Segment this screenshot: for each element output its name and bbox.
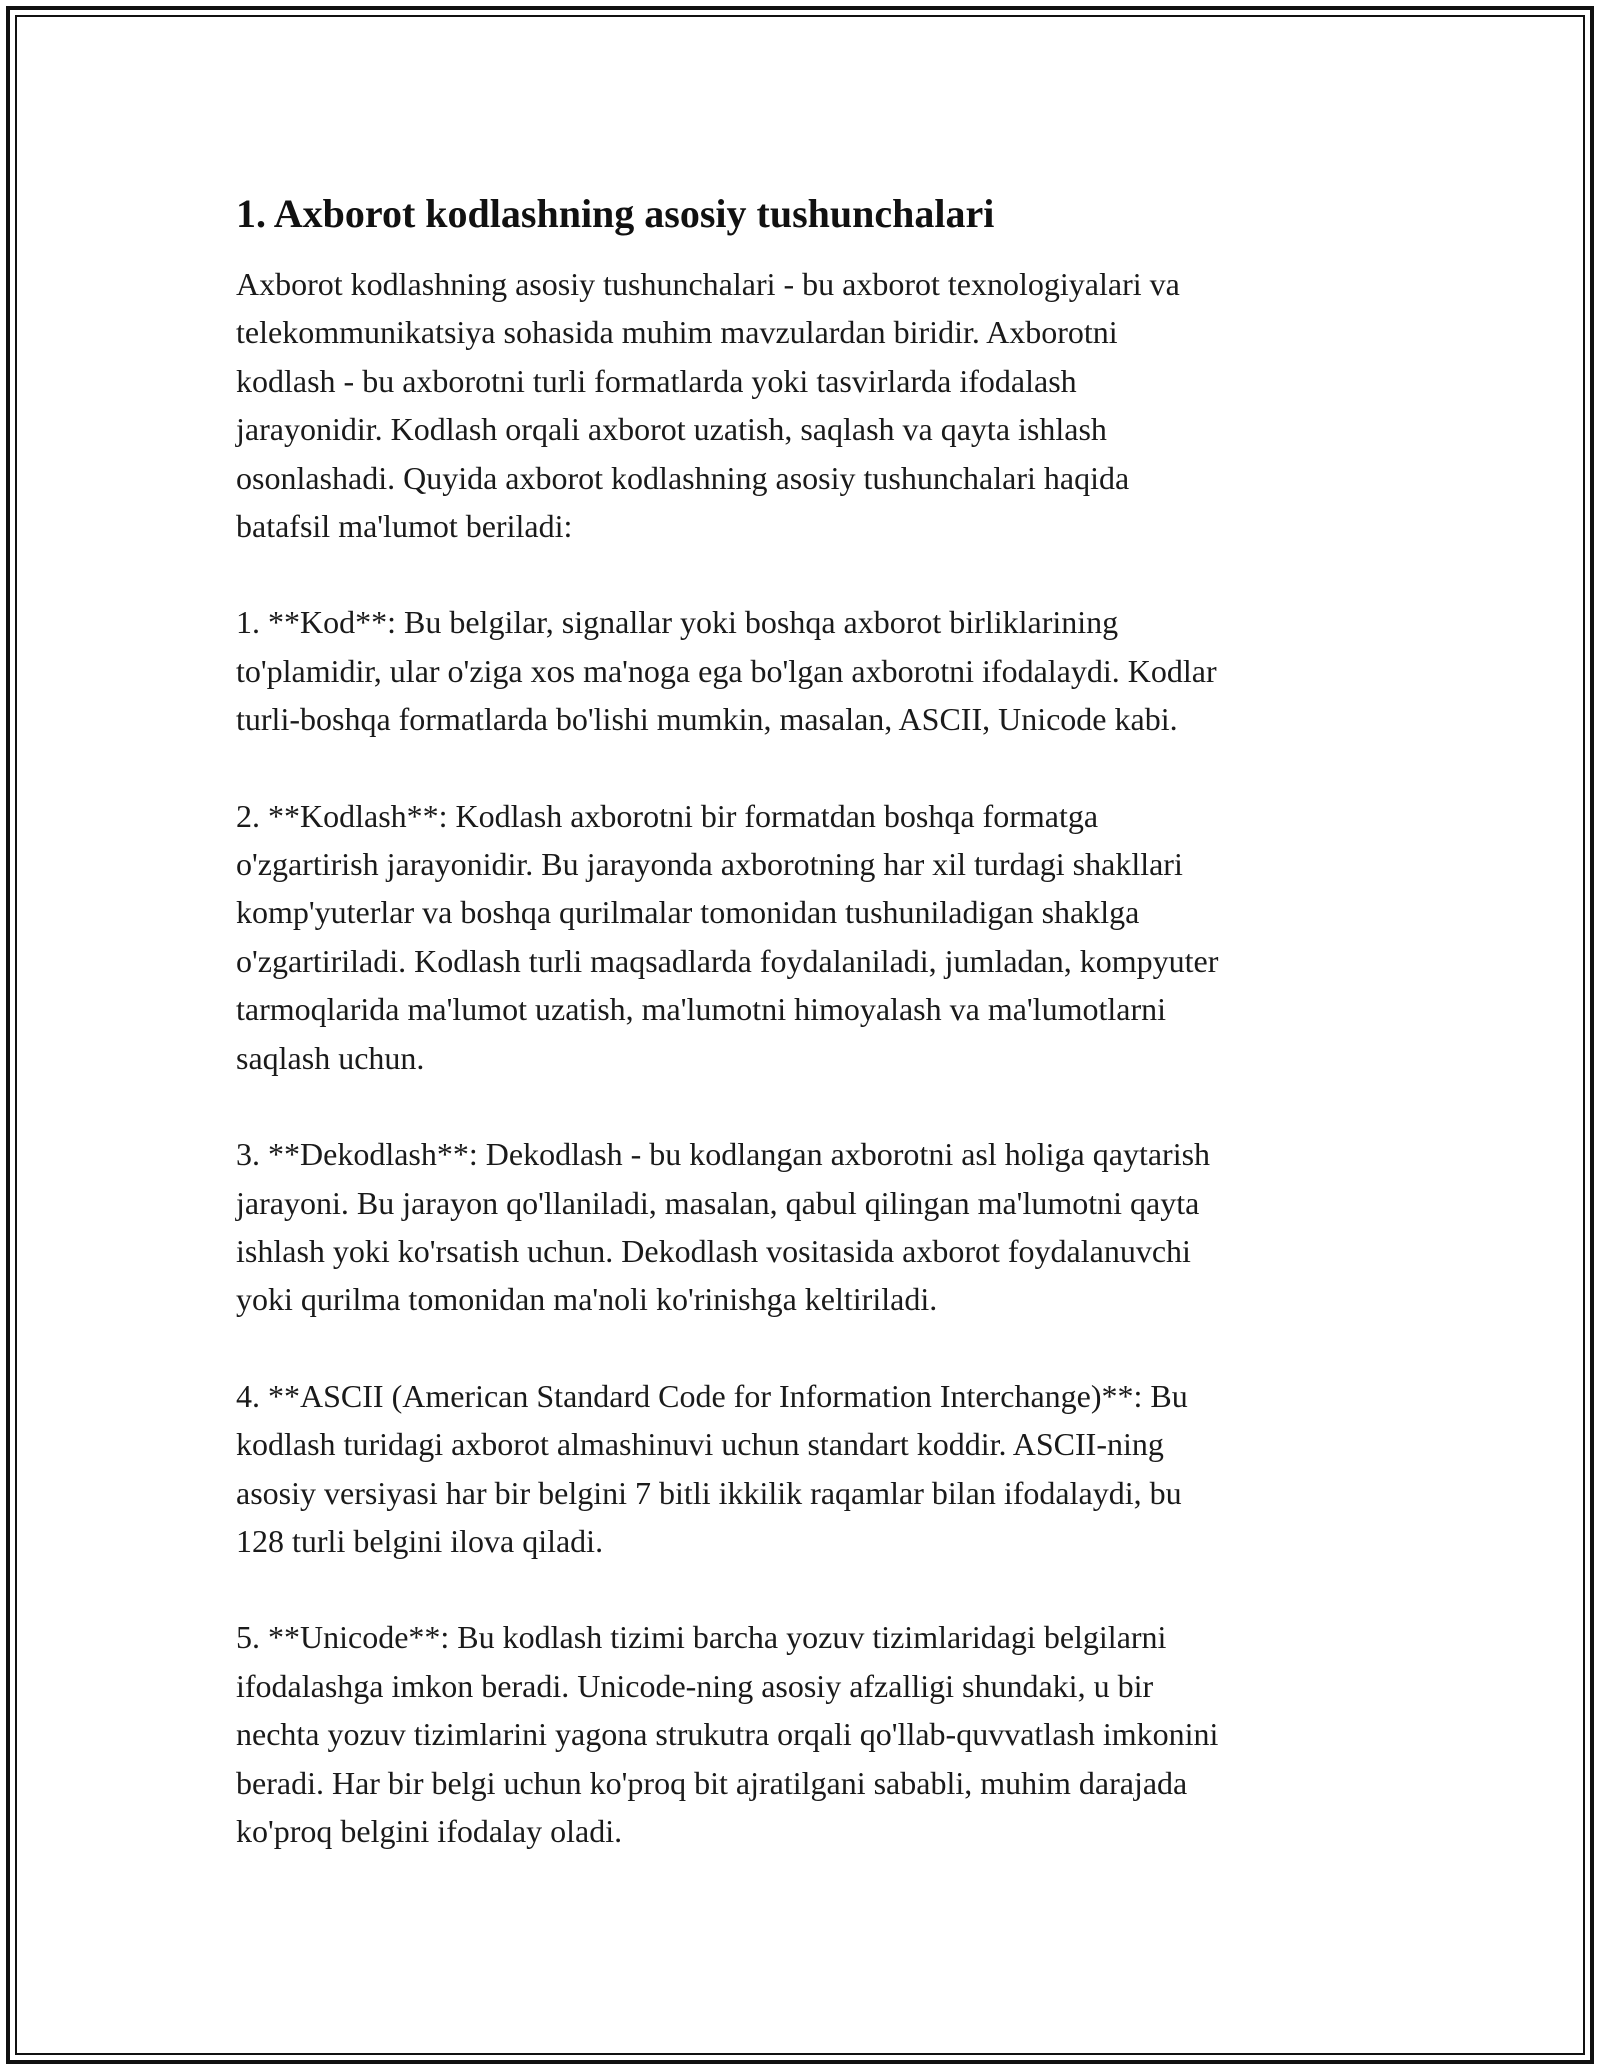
document-body — [236, 188, 1366, 1903]
intro-paragraph: Axborot kodlashning asosiy tushunchalari - bu axborot texnologiyalari va telekommunikatsiya sohasida muhim mavzulardan biridir. Axborotni kodlash - bu axborotni turli formatlarda yoki tasvirlarda ifodalash jarayonidir. Kodlash orqali axborot uzatish, saqlash va qayta ishlash osonlashadi. Quyida axborot kodlashning asosiy tushunchalari haqida batafsil ma'lumot beriladi: — [236, 266, 1180, 545]
kodlash-paragraph: 2. **Kodlash**: Kodlash axborotni bir formatdan boshqa formatga o'zgartirish jarayonidir. Bu jarayonda axborotning har xil turdagi shakllari komp'yuterlar va boshqa qurilmalar tomonidan tushuniladigan shaklga o'zgartiriladi. Kodlash turli maqsadlarda foydalaniladi, jumladan, kompyuter tarmoqlarida ma'lumot uzatish, ma'lumotni himoyalash va ma'lumotlarni saqlash uchun. — [236, 797, 1219, 1076]
dekodlash-paragraph: 3. **Dekodlash**: Dekodlash - bu kodlangan axborotni asl holiga qaytarish jarayoni. Bu jarayon qo'llaniladi, masalan, qabul qilingan ma'lumotni qayta ishlash yoki ko'rsatish uchun. Dekodlash vositasida axborot foydalanuvchi yoki qurilma tomonidan ma'noli ko'rinishga keltiriladi. — [236, 1136, 1211, 1318]
document-title: 1. Axborot kodlashning asosiy tushunchalari — [236, 191, 995, 236]
kod-paragraph: 1. **Kod**: Bu belgilar, signallar yoki boshqa axborot birliklarining to'plamidir, ular o'ziga xos ma'noga ega bo'lgan axborotni ifodalaydi. Kodlar turli-boshqa formatlarda bo'lishi mumkin, masalan, ASCII, Unicode kabi. — [236, 604, 1217, 738]
unicode-paragraph: 5. **Unicode**: Bu kodlash tizimi barcha yozuv tizimlaridagi belgilarni ifodalashga imkon beradi. Unicode-ning asosiy afzalligi shundaki, u bir nechta yozuv tizimlarini yagona strukutra orqali qo'llab-quvvatlash imkonini beradi. Har bir belgi uchun ko'proq bit ajratilgani sababli, muhim darajada ko'proq belgini ifodalay oladi. — [236, 1619, 1219, 1849]
ascii-paragraph: 4. **ASCII (American Standard Code for Information Interchange)**: Bu kodlash turidagi axborot almashinuvi uchun standart koddir. ASCII-ning asosiy versiyasi har bir belgini 7 bitli ikkilik raqamlar bilan ifodalaydi, bu 128 turli belgini ilova qiladi. — [236, 1377, 1188, 1559]
